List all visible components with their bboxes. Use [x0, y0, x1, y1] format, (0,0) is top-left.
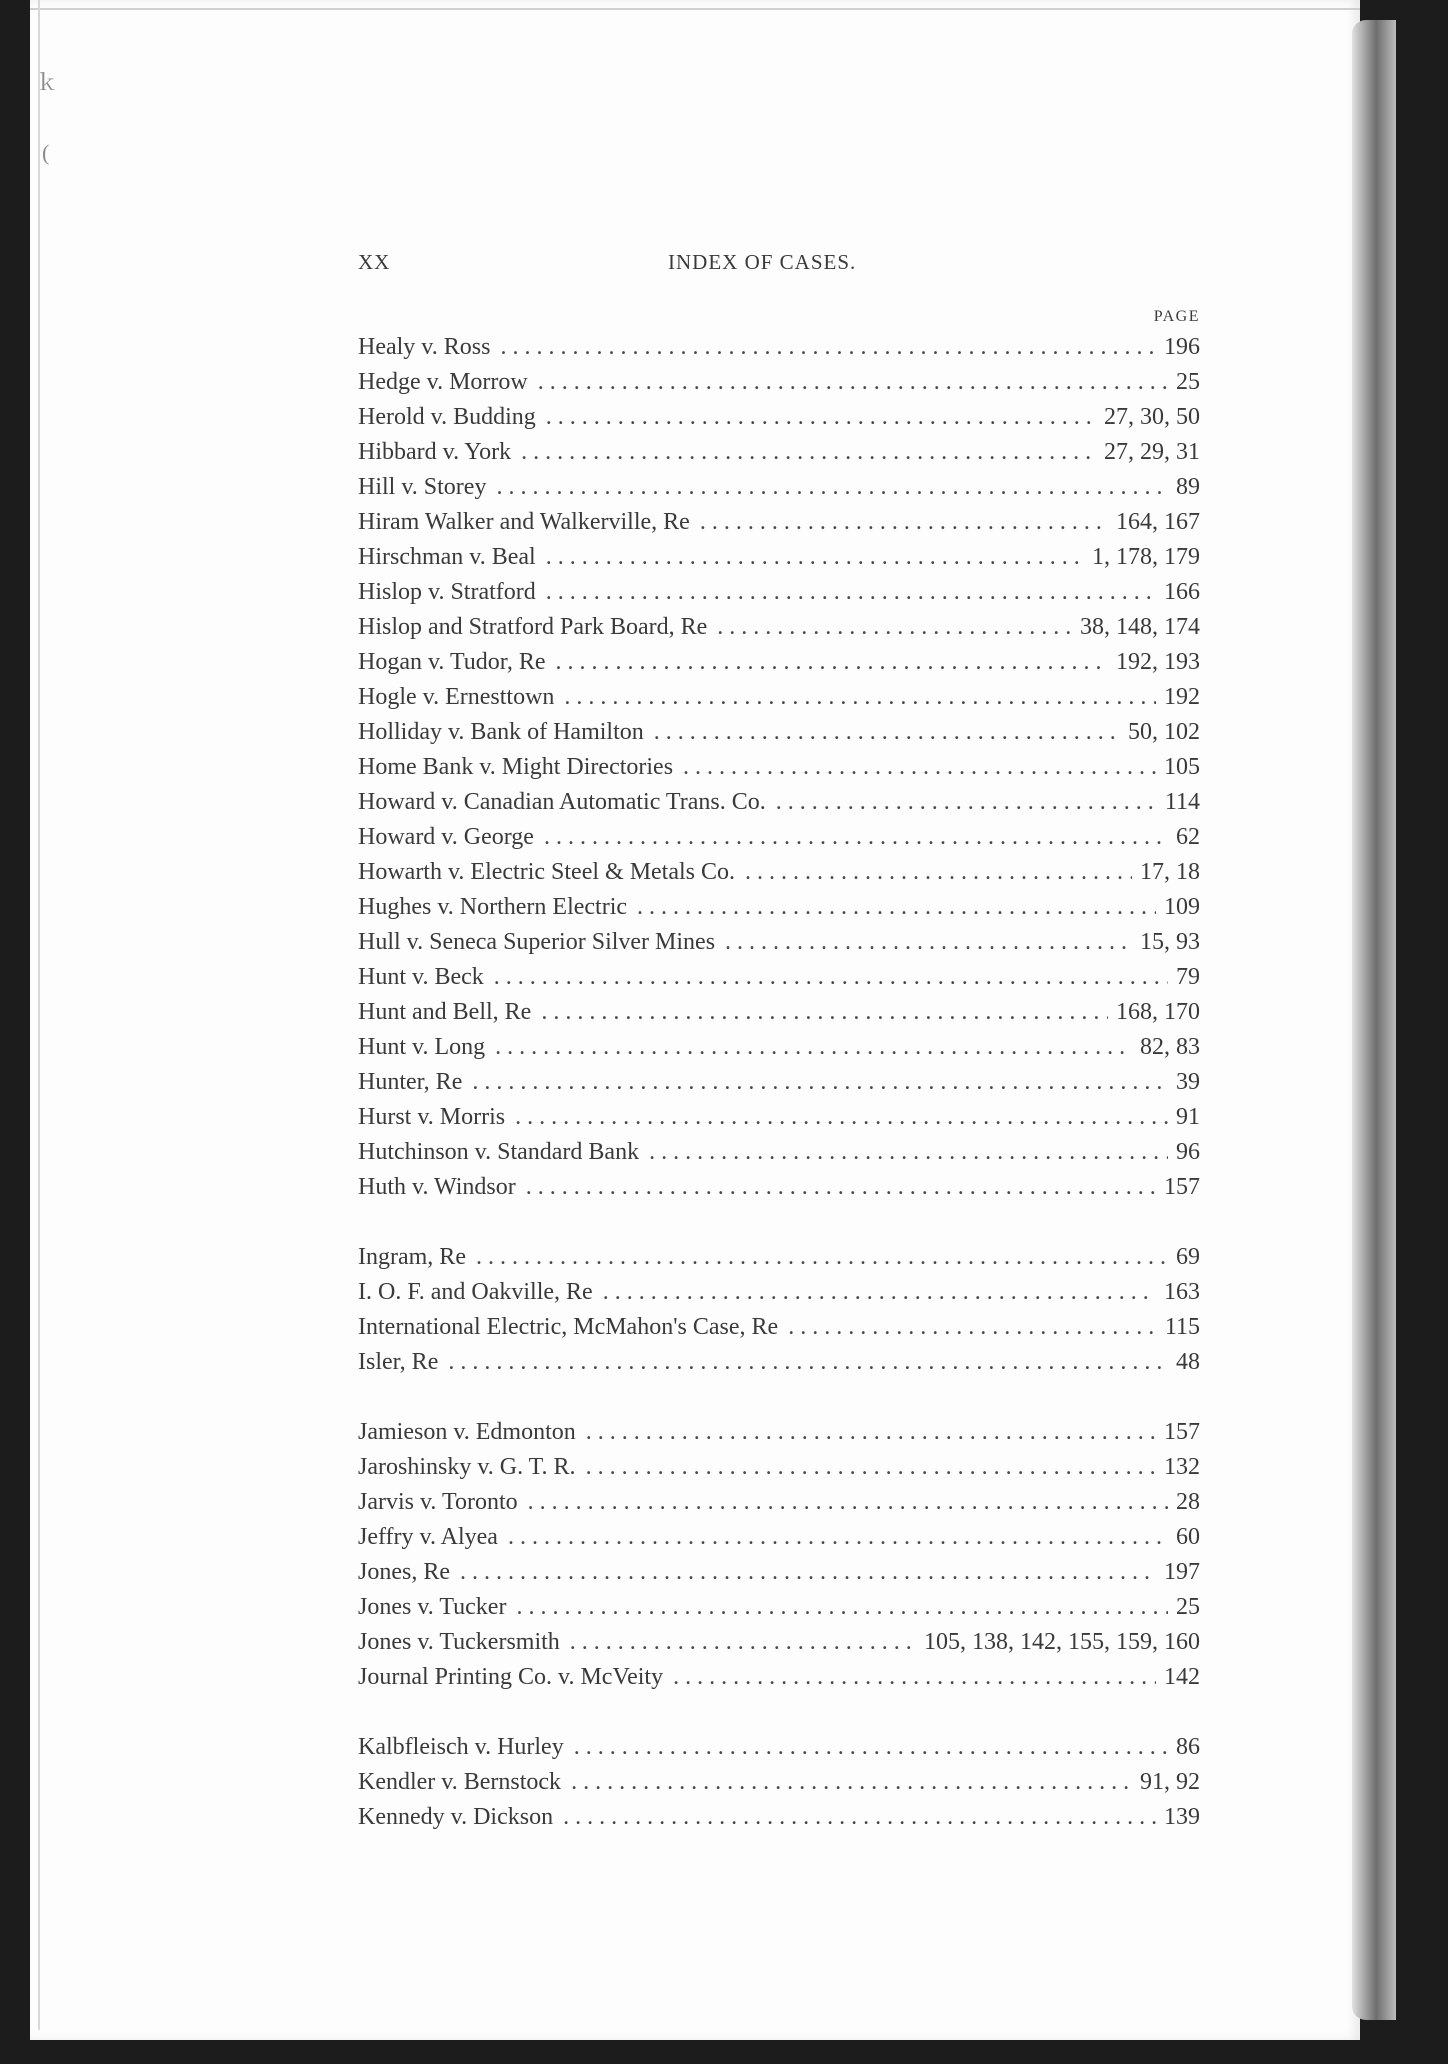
index-entry	[358, 1349, 1200, 1384]
dot-leader	[538, 369, 1168, 396]
index-entry	[358, 684, 1200, 719]
case-name: Herold v. Budding	[358, 404, 536, 430]
dot-leader	[528, 1489, 1168, 1516]
dot-leader	[570, 1629, 916, 1656]
index-entry	[358, 1804, 1200, 1839]
index-entry	[358, 579, 1200, 614]
page-references: 142	[1164, 1664, 1200, 1690]
index-entry	[358, 439, 1200, 474]
page-column-label: PAGE	[1153, 308, 1200, 325]
page-references: 15, 93	[1140, 929, 1200, 955]
dot-leader	[544, 824, 1168, 851]
dot-leader	[526, 1174, 1156, 1201]
left-edge-rule	[38, 0, 40, 2030]
margin-mark: (	[42, 140, 50, 165]
case-name: Hunter, Re	[358, 1069, 463, 1095]
index-entry	[358, 1244, 1200, 1279]
page-references: 27, 30, 50	[1104, 404, 1200, 430]
index-entry	[358, 509, 1200, 544]
case-name: Jones v. Tucker	[358, 1594, 507, 1620]
dot-leader	[546, 404, 1096, 431]
page-references: 28	[1176, 1489, 1200, 1515]
page-title: INDEX OF CASES.	[668, 250, 857, 274]
case-name: Jeffry v. Alyea	[358, 1524, 498, 1550]
dot-leader	[603, 1279, 1156, 1306]
case-name: Hislop v. Stratford	[358, 579, 536, 605]
dot-leader	[495, 1034, 1132, 1061]
index-entry	[358, 719, 1200, 754]
page-references: 27, 29, 31	[1104, 439, 1200, 465]
case-name: Howard v. Canadian Automatic Trans. Co.	[358, 789, 766, 815]
index-entry	[358, 1104, 1200, 1139]
case-name: Home Bank v. Might Directories	[358, 754, 674, 780]
page-references: 139	[1164, 1804, 1200, 1830]
case-name: Hibbard v. York	[358, 439, 512, 465]
page-number: XX	[358, 250, 391, 274]
case-name: Hill v. Storey	[358, 474, 487, 500]
page-references: 62	[1176, 824, 1200, 850]
case-name: Hunt v. Long	[358, 1034, 486, 1060]
page-references: 132	[1164, 1454, 1200, 1480]
case-name: Hedge v. Morrow	[358, 369, 528, 395]
page-references: 79	[1176, 964, 1200, 990]
dot-leader	[574, 1734, 1168, 1761]
page-references: 164, 167	[1116, 509, 1200, 535]
page-references: 91, 92	[1140, 1769, 1200, 1795]
case-name: Hogle v. Ernesttown	[358, 684, 555, 710]
page-references: 25	[1176, 369, 1200, 395]
index-entry	[358, 544, 1200, 579]
index-entry	[358, 1489, 1200, 1524]
dot-leader	[494, 964, 1168, 991]
dot-leader	[508, 1524, 1168, 1551]
dot-leader	[776, 789, 1157, 816]
page-references: 50, 102	[1128, 719, 1200, 745]
dot-leader	[564, 684, 1156, 711]
dot-leader	[683, 754, 1156, 781]
index-entry	[358, 1139, 1200, 1174]
dot-leader	[556, 649, 1109, 676]
index-entry	[358, 859, 1200, 894]
dot-leader	[654, 719, 1120, 746]
page-references: 157	[1164, 1174, 1200, 1200]
page-references: 166	[1164, 579, 1200, 605]
running-header	[358, 250, 1200, 280]
index-entry	[358, 754, 1200, 789]
case-index-list	[358, 334, 1200, 1839]
dot-leader	[725, 929, 1132, 956]
case-name: Jamieson v. Edmonton	[358, 1419, 576, 1445]
case-name: International Electric, McMahon's Case, Re	[358, 1314, 779, 1340]
case-name: Isler, Re	[358, 1349, 439, 1375]
group-spacer	[358, 1699, 1200, 1734]
index-entry	[358, 964, 1200, 999]
dot-leader	[521, 439, 1096, 466]
page-references: 17, 18	[1140, 859, 1200, 885]
index-entry	[358, 334, 1200, 369]
dot-leader	[546, 544, 1084, 571]
index-entry	[358, 824, 1200, 859]
case-name: Hurst v. Morris	[358, 1104, 506, 1130]
case-name: Hunt v. Beck	[358, 964, 484, 990]
dot-leader	[472, 1069, 1168, 1096]
top-edge-rule	[30, 8, 1360, 10]
dot-leader	[448, 1349, 1168, 1376]
page-references: 168, 170	[1116, 999, 1200, 1025]
group-spacer	[358, 1384, 1200, 1419]
case-name: Jones v. Tuckersmith	[358, 1629, 560, 1655]
index-entry	[358, 1524, 1200, 1559]
index-entry	[358, 1594, 1200, 1629]
index-entry	[358, 1629, 1200, 1664]
page-references: 96	[1176, 1139, 1200, 1165]
dot-leader	[586, 1454, 1156, 1481]
page-references: 1, 178, 179	[1092, 544, 1200, 570]
page-references: 109	[1164, 894, 1200, 920]
page-references: 192, 193	[1116, 649, 1200, 675]
index-entry	[358, 1314, 1200, 1349]
index-entry	[358, 1559, 1200, 1594]
case-name: I. O. F. and Oakville, Re	[358, 1279, 593, 1305]
case-name: Ingram, Re	[358, 1244, 466, 1270]
dot-leader	[788, 1314, 1157, 1341]
page-references: 197	[1164, 1559, 1200, 1585]
case-name: Kalbfleisch v. Hurley	[358, 1734, 564, 1760]
case-name: Hutchinson v. Standard Bank	[358, 1139, 640, 1165]
case-name: Holliday v. Bank of Hamilton	[358, 719, 644, 745]
case-name: Hughes v. Northern Electric	[358, 894, 628, 920]
margin-mark: ｋ	[36, 70, 59, 95]
index-entry	[358, 474, 1200, 509]
index-entry	[358, 614, 1200, 649]
dot-leader	[476, 1244, 1168, 1271]
case-name: Jarvis v. Toronto	[358, 1489, 518, 1515]
page-references: 69	[1176, 1244, 1200, 1270]
index-entry	[358, 1664, 1200, 1699]
page-references: 163	[1164, 1279, 1200, 1305]
page-references: 48	[1176, 1349, 1200, 1375]
page-references: 82, 83	[1140, 1034, 1200, 1060]
dot-leader	[637, 894, 1156, 921]
case-name: Howarth v. Electric Steel & Metals Co.	[358, 859, 736, 885]
dot-leader	[673, 1664, 1156, 1691]
index-entry	[358, 649, 1200, 684]
dot-leader	[515, 1104, 1168, 1131]
page-references: 196	[1164, 334, 1200, 360]
book-spine-shadow	[1352, 20, 1396, 2020]
case-name: Hislop and Stratford Park Board, Re	[358, 614, 708, 640]
case-name: Hiram Walker and Walkerville, Re	[358, 509, 690, 535]
index-entry	[358, 1769, 1200, 1804]
case-name: Hull v. Seneca Superior Silver Mines	[358, 929, 716, 955]
page-references: 39	[1176, 1069, 1200, 1095]
index-entry	[358, 1454, 1200, 1489]
dot-leader	[571, 1769, 1132, 1796]
dot-leader	[586, 1419, 1156, 1446]
index-entry	[358, 404, 1200, 439]
index-entry	[358, 1279, 1200, 1314]
index-entry	[358, 1734, 1200, 1769]
case-name: Howard v. George	[358, 824, 534, 850]
index-entry	[358, 369, 1200, 404]
index-entry	[358, 789, 1200, 824]
case-name: Huth v. Windsor	[358, 1174, 516, 1200]
case-name: Hirschman v. Beal	[358, 544, 536, 570]
dot-leader	[500, 334, 1156, 361]
dot-leader	[516, 1594, 1168, 1621]
page-references: 192	[1164, 684, 1200, 710]
index-entry	[358, 1069, 1200, 1104]
page-references: 105	[1164, 754, 1200, 780]
dot-leader	[496, 474, 1168, 501]
page-references: 86	[1176, 1734, 1200, 1760]
index-entry	[358, 1034, 1200, 1069]
case-name: Healy v. Ross	[358, 334, 491, 360]
page-references: 157	[1164, 1419, 1200, 1445]
dot-leader	[541, 999, 1108, 1026]
dot-leader	[717, 614, 1072, 641]
case-name: Kendler v. Bernstock	[358, 1769, 562, 1795]
index-entry	[358, 1174, 1200, 1209]
page-references: 38, 148, 174	[1080, 614, 1200, 640]
page-references: 89	[1176, 474, 1200, 500]
dot-leader	[546, 579, 1156, 606]
group-spacer	[358, 1209, 1200, 1244]
dot-leader	[700, 509, 1108, 536]
page-references: 105, 138, 142, 155, 159, 160	[924, 1629, 1200, 1655]
dot-leader	[649, 1139, 1168, 1166]
index-entry	[358, 999, 1200, 1034]
dot-leader	[745, 859, 1132, 886]
index-entry	[358, 929, 1200, 964]
page-references: 91	[1176, 1104, 1200, 1130]
dot-leader	[563, 1804, 1156, 1831]
page-references: 114	[1164, 789, 1200, 815]
case-name: Hunt and Bell, Re	[358, 999, 532, 1025]
case-name: Jones, Re	[358, 1559, 450, 1585]
index-entry	[358, 894, 1200, 929]
case-name: Hogan v. Tudor, Re	[358, 649, 546, 675]
case-name: Kennedy v. Dickson	[358, 1804, 554, 1830]
case-name: Jaroshinsky v. G. T. R.	[358, 1454, 576, 1480]
page-references: 60	[1176, 1524, 1200, 1550]
case-name: Journal Printing Co. v. McVeity	[358, 1664, 664, 1690]
page-references: 115	[1164, 1314, 1200, 1340]
page-references: 25	[1176, 1594, 1200, 1620]
dot-leader	[460, 1559, 1156, 1586]
index-entry	[358, 1419, 1200, 1454]
